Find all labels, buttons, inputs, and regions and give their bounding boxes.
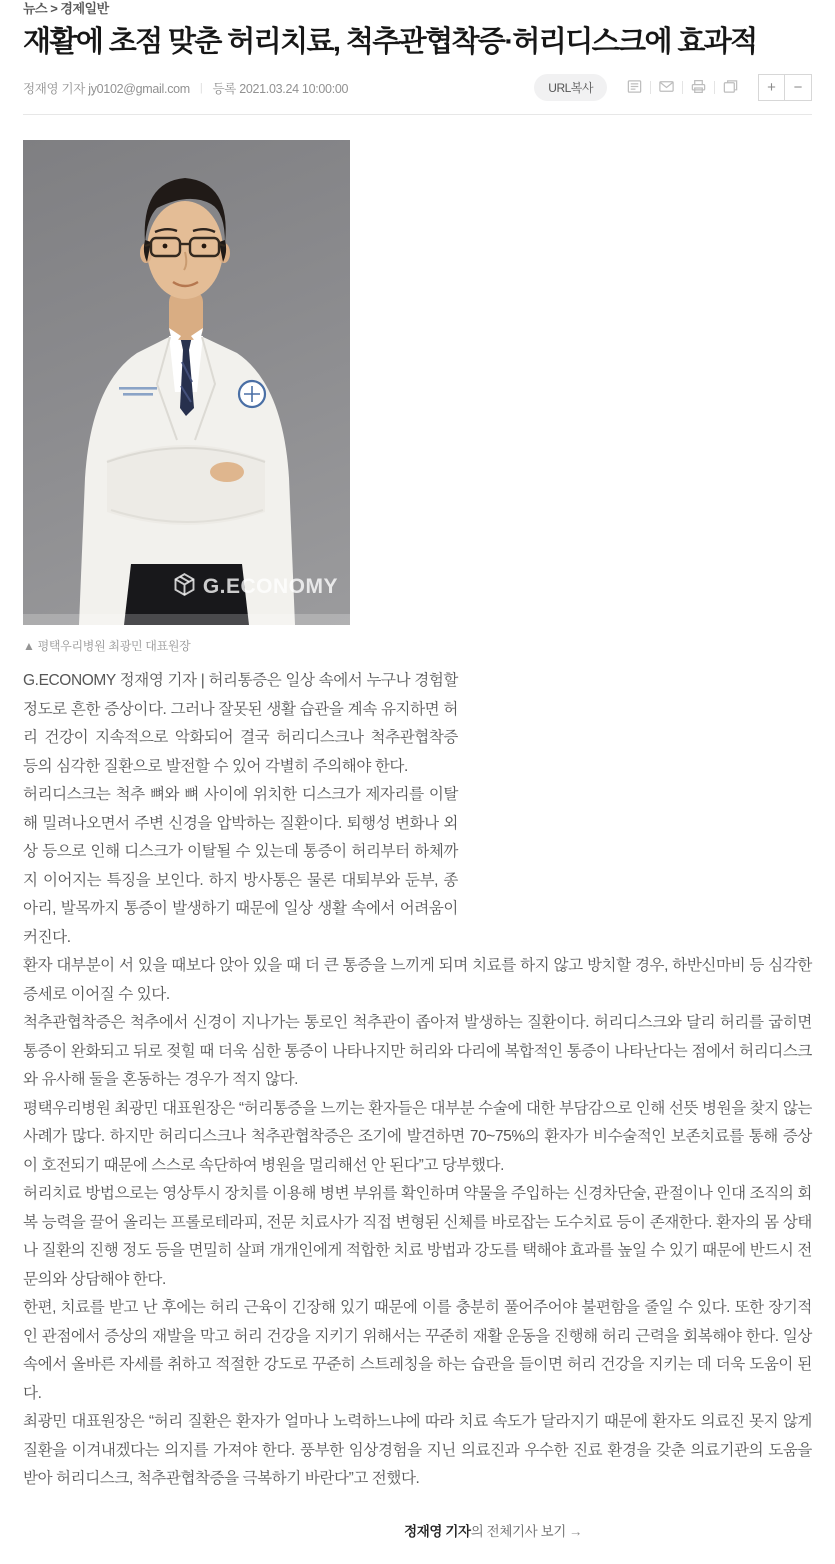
scrap-button[interactable] [715,78,746,98]
publish-date: 등록 2021.03.24 10:00:00 [212,81,349,96]
reporter-byline: 정재영 기자 jy0102@gmail.com [23,81,190,96]
paragraph: 평택우리병원 최광민 대표원장은 “허리통증을 느끼는 환자들은 대부분 수술에 대한 부담감으로 인해 선뜻 병원을 찾지 않는 사례가 많다. 하지만 허리디스크나 척추관협착증은 조기에 발견하면 70~75%의 환자가 비수술적인 보존치료를 통해 증상이 호전되기 때문에 스스로 속단하여 병원을 멀리해선 안 된다”고 당부했다. [23,1099,812,1174]
scrap-icon [722,78,739,98]
article-figure [23,140,812,654]
article-toolbar [534,74,812,101]
paragraph: 한편, 치료를 받고 난 후에는 허리 근육이 긴장해 있기 때문에 이를 충분히 풀어주어야 불편함을 줄일 수 있다. 또한 장기적인 관점에서 증상의 재발을 막고 허리 건강을 지키기 위해서는 꾸준히 재활 운동을 진행해 허리 근력을 회복해야 한다. 일상 속에서 올바른 자세를 취하고 적절한 강도로 꾸준히 스트레칭을 하는 습관을 들이면 허리 건강을 지키는 데 더욱 도움이 된다. [23,1299,812,1402]
byline [23,79,348,97]
reporter-name: 정재영 기자 [404,1523,471,1539]
paragraph: 척추관협착증은 척추에서 신경이 지나가는 통로인 척추관이 좁아져 발생하는 질환이다. 허리디스크와 달리 허리를 굽히면 통증이 완화되고 뒤로 젖힐 때 더욱 심한 통증이 나타나지만 허리와 다리에 복합적인 통증이 나타난다는 점에서 허리디스크와 유사해 둘을 혼동하는 경우가 적지 않다. [23,1014,812,1088]
footer-link-row [23,1520,582,1540]
print-button[interactable] [683,78,714,98]
breadcrumb[interactable] [23,0,812,16]
byline-row [23,74,812,101]
breadcrumb-label: 뉴스 > 경제일반 [23,1,109,16]
header-divider [23,114,812,115]
article-list-icon [626,78,643,98]
paragraph: G.ECONOMY 정재영 기자 | 허리통증은 일상 속에서 누구나 경험할 정도로 흔한 증상이다. 그러나 잘못된 생활 습관을 계속 유지하면 허리 건강이 지속적으로 악화되어 결국 허리디스크나 척추관협착증 등의 심각한 질환으로 발전할 수 있어 각별히 주의해야 한다. [23,672,458,775]
link-text: 의 전체기사 보기 [470,1523,566,1539]
page-title: 재활에 초점 맞춘 허리치료, 척추관협착증·허리디스크에 효과적 [23,26,757,58]
font-increase-button[interactable]: + [758,74,785,101]
paragraph: 최광민 대표원장은 “허리 질환은 환자가 얼마나 노력하느냐에 따라 치료 속도가 달라지기 때문에 환자도 의료진 못지 않게 질환을 이겨내겠다는 의지를 가져야 한다. 풍부한 임상경험을 지닌 의료진과 우수한 진료 환경을 갖춘 의료기관의 도움을 받아 허리디스크, 척추관협착증을 극복하기 바란다”고 전했다. [23,1413,812,1487]
font-size-controls [758,74,812,101]
photo-floor [23,614,350,625]
empty-ad-slot [458,667,812,897]
paragraph: 허리치료 방법으로는 영상투시 장치를 이용해 병변 부위를 확인하며 약물을 주입하는 신경차단술, 관절이나 인대 조직의 회복 능력을 끌어 올리는 프롤로테라피, 전문 치료사가 직접 변형된 신체를 바로잡는 도수치료 등이 존재한다. 환자의 몸 상태나 질환의 진행 정도 등을 면밀히 살펴 개개인에게 적합한 치료 방법과 강도를 택해야 효과를 높일 수 있기 때문에 반드시 전문의와 상담해야 한다. [23,1185,812,1288]
doctor-portrait-illustration [23,140,350,625]
photo-caption: ▲ 평택우리병원 최광민 대표원장 [23,639,191,653]
paragraph: 허리디스크는 척추 뼈와 뼈 사이에 위치한 디스크가 제자리를 이탈해 밀려나오면서 주변 신경을 압박하는 질환이다. 퇴행성 변화나 외상 등으로 인해 디스크가 이탈될 수 있는데 통증이 허리부터 하체까지 이어지는 특징을 보인다. 하지 방사통은 물론 대퇴부와 둔부, 종아리, 발목까지 통증이 발생하기 때문에 일상 생활 속에서 어려움이 커진다. [23,786,458,946]
byline-divider: | [199,81,203,94]
mail-icon [658,78,675,98]
cube-logo-icon [171,571,198,603]
mail-button[interactable] [651,78,682,98]
paragraph: 환자 대부분이 서 있을 때보다 앉아 있을 때 더 큰 통증을 느끼게 되며 치료를 하지 않고 방치할 경우, 하반신마비 등 심각한 증세로 이어질 수 있다. [23,957,812,1003]
url-copy-button[interactable]: URL복사 [534,74,607,101]
arrow-right-icon: → [568,1523,582,1539]
reporter-articles-link[interactable] [404,1524,582,1539]
photo-watermark [171,571,338,603]
font-decrease-button[interactable]: − [785,74,812,101]
article-body [23,667,812,1494]
print-icon [690,78,707,98]
doctor-photo [23,140,350,625]
watermark-text: G.ECONOMY [202,575,338,598]
article-list-button[interactable] [619,78,650,98]
share-icon-group [619,78,746,98]
